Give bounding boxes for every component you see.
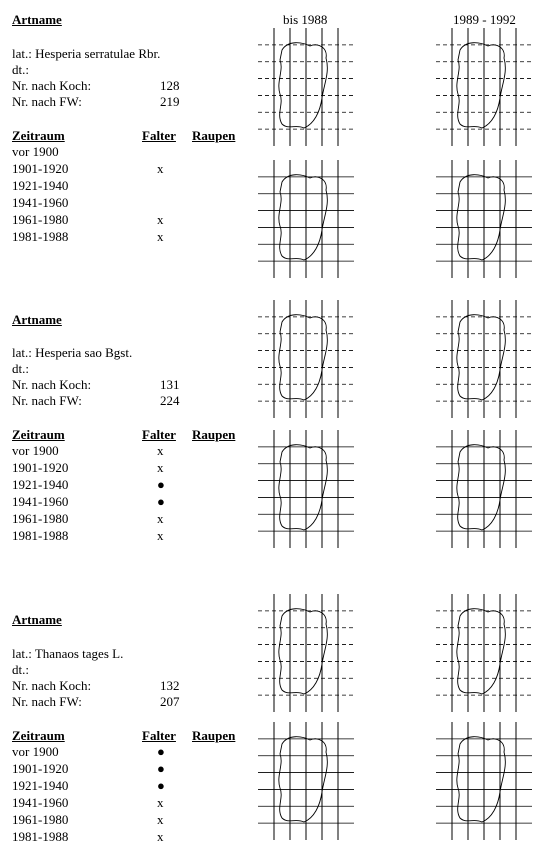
map-sp2-1989-1992-lower — [436, 430, 532, 548]
map-sp3-bis-1988-upper — [258, 594, 354, 712]
falter-header: Falter — [142, 728, 176, 743]
german-name-label: dt.: — [12, 62, 29, 77]
falter-mark: x — [157, 161, 164, 176]
artname-heading: Artname — [12, 12, 62, 27]
latin-name: lat.: Thanaos tages L. — [12, 646, 124, 661]
falter-mark: x — [157, 511, 164, 526]
map-sp1-bis-1988-lower — [258, 160, 354, 278]
period-label: 1901-1920 — [12, 161, 69, 176]
fw-label: Nr. nach FW: — [12, 94, 82, 109]
zeitraum-header: Zeitraum — [12, 128, 65, 143]
fw-label: Nr. nach FW: — [12, 393, 82, 408]
falter-mark: x — [157, 829, 164, 844]
koch-number: 131 — [160, 377, 180, 392]
period-label: 1941-1960 — [12, 795, 69, 810]
falter-mark: x — [157, 528, 164, 543]
latin-name: lat.: Hesperia serratulae Rbr. — [12, 46, 161, 61]
koch-label: Nr. nach Koch: — [12, 78, 92, 93]
period-label: 1981-1988 — [12, 229, 69, 244]
fw-label: Nr. nach FW: — [12, 694, 82, 709]
raupen-header: Raupen — [192, 427, 236, 442]
map-sp2-bis-1988-upper — [258, 300, 354, 418]
period-label: vor 1900 — [12, 144, 59, 159]
period-label: 1921-1940 — [12, 178, 69, 193]
koch-number: 128 — [160, 78, 180, 93]
map-sp3-bis-1988-lower — [258, 722, 354, 840]
koch-label: Nr. nach Koch: — [12, 678, 92, 693]
fw-number: 207 — [160, 694, 180, 709]
falter-mark: x — [157, 212, 164, 227]
falter-mark: x — [157, 443, 164, 458]
raupen-header: Raupen — [192, 128, 236, 143]
period-label: 1921-1940 — [12, 778, 69, 793]
koch-number: 132 — [160, 678, 180, 693]
map-sp1-1989-1992-lower — [436, 160, 532, 278]
map-sp2-1989-1992-upper — [436, 300, 532, 418]
german-name-label: dt.: — [12, 662, 29, 677]
period-label: 1941-1960 — [12, 195, 69, 210]
map-sp1-1989-1992-upper — [436, 28, 532, 146]
map-sp2-bis-1988-lower — [258, 430, 354, 548]
german-name-label: dt.: — [12, 361, 29, 376]
falter-mark: x — [157, 229, 164, 244]
raupen-header: Raupen — [192, 728, 236, 743]
falter-mark: ● — [157, 778, 165, 793]
period-label: 1901-1920 — [12, 460, 69, 475]
zeitraum-header: Zeitraum — [12, 427, 65, 442]
period-label: 1981-1988 — [12, 829, 69, 844]
period-label: 1901-1920 — [12, 761, 69, 776]
falter-mark: ● — [157, 477, 165, 492]
koch-label: Nr. nach Koch: — [12, 377, 92, 392]
latin-name: lat.: Hesperia sao Bgst. — [12, 345, 133, 360]
map-sp3-1989-1992-lower — [436, 722, 532, 840]
period-label: vor 1900 — [12, 744, 59, 759]
falter-mark: x — [157, 812, 164, 827]
falter-mark: ● — [157, 744, 165, 759]
column-header-bis-1988: bis 1988 — [283, 12, 328, 27]
artname-heading: Artname — [12, 612, 62, 627]
fw-number: 224 — [160, 393, 180, 408]
period-label: 1961-1980 — [12, 511, 69, 526]
fw-number: 219 — [160, 94, 180, 109]
falter-header: Falter — [142, 427, 176, 442]
column-header-1989-1992: 1989 - 1992 — [453, 12, 516, 27]
falter-header: Falter — [142, 128, 176, 143]
falter-mark: ● — [157, 494, 165, 509]
zeitraum-header: Zeitraum — [12, 728, 65, 743]
falter-mark: x — [157, 795, 164, 810]
falter-mark: x — [157, 460, 164, 475]
artname-heading: Artname — [12, 312, 62, 327]
period-label: 1961-1980 — [12, 812, 69, 827]
period-label: 1921-1940 — [12, 477, 69, 492]
period-label: 1961-1980 — [12, 212, 69, 227]
period-label: 1981-1988 — [12, 528, 69, 543]
period-label: 1941-1960 — [12, 494, 69, 509]
period-label: vor 1900 — [12, 443, 59, 458]
map-sp1-bis-1988-upper — [258, 28, 354, 146]
map-sp3-1989-1992-upper — [436, 594, 532, 712]
falter-mark: ● — [157, 761, 165, 776]
